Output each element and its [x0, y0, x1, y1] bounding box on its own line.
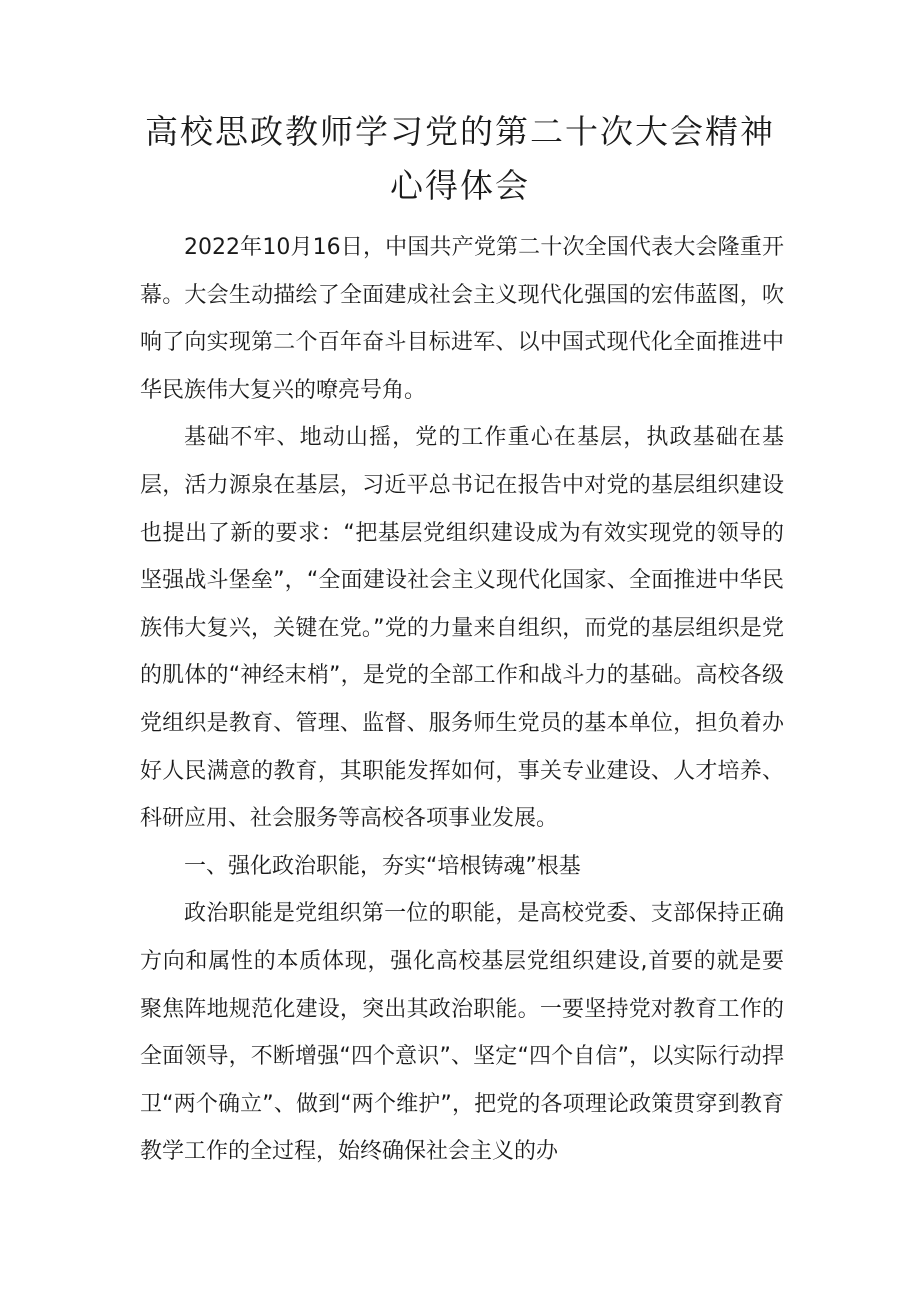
document-title-line-2: 心得体会 [390, 166, 530, 205]
section-heading-1: 一、强化政治职能，夯实“培根铸魂”根基 [184, 853, 581, 879]
paragraph-grassroots: 基础不牢、地动山摇，党的工作重心在基层，执政基础在基层，活力源泉在基层，习近平总书记在报告中对党的基层组织建设也提出了新的要求：“把基层党组织建设成为有效实现党的领导的坚强战斗堡垒”，“全面建设社会主义现代化国家、全面推进中华民族伟大复兴，关键在党。”党的力量来自组织，而党的基层组织是党的肌体的“神经末梢”，是党的全部工作和战斗力的基础。高校各级党组织是教育、管理、监督、服务师生党员的基本单位，担负着办好人民满意的教育，其职能发挥如何，事关专业建设、人才培养、科研应用、社会服务等高校各项事业发展。 [140, 425, 784, 832]
document-title-line-1: 高校思政教师学习党的第二十次大会精神 [145, 112, 775, 151]
paragraph-political-function: 政治职能是党组织第一位的职能，是高校党委、支部保持正确方向和属性的本质体现，强化高校基层党组织建设,首要的就是要聚焦阵地规范化建设，突出其政治职能。一要坚持党对教育工作的全面领导，不断增强“四个意识”、坚定“四个自信”，以实际行动捍卫“两个确立”、做到“两个维护”，把党的各项理论政策贯穿到教育教学工作的全过程，始终确保社会主义的办 [140, 901, 784, 1165]
paragraph-intro: 2022年10月16日，中国共产党第二十次全国代表大会隆重开幕。大会生动描绘了全面建成社会主义现代化强国的宏伟蓝图，吹响了向实现第二个百年奋斗目标进军、以中国式现代化全面推进中华民族伟大复兴的嘹亮号角。 [140, 235, 784, 403]
document-body [140, 224, 784, 1176]
